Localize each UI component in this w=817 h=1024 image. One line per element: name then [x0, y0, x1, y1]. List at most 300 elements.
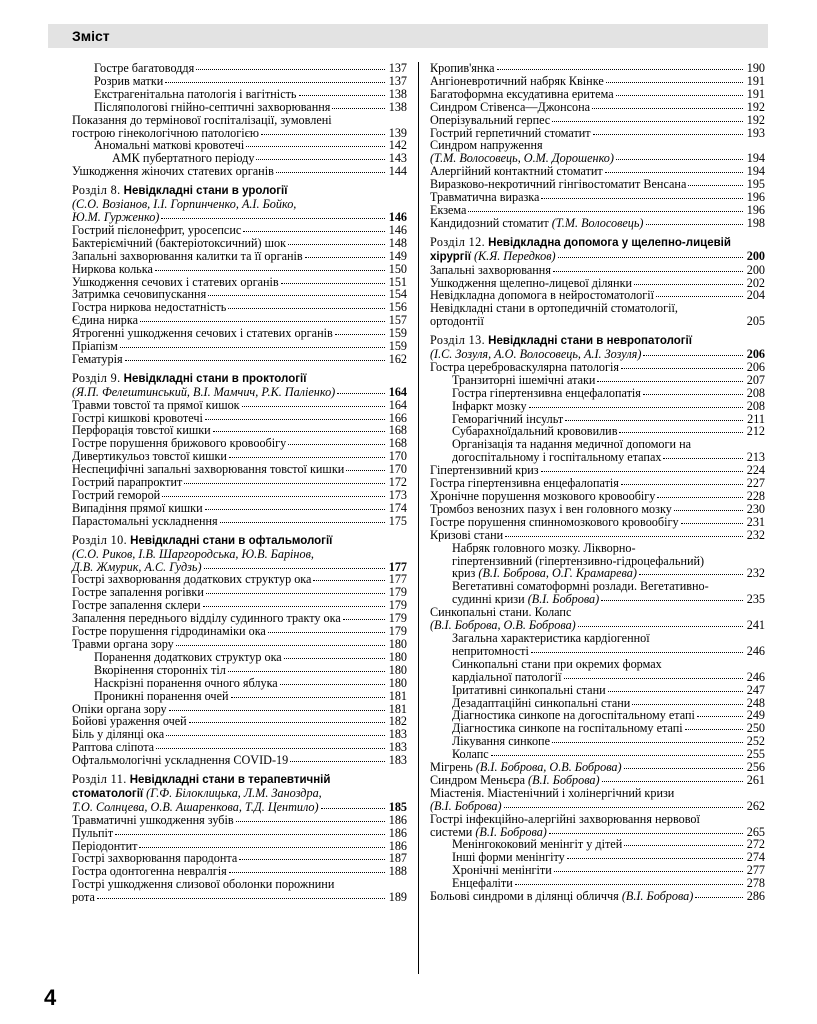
dot-leader: [632, 704, 743, 705]
entry-page: 162: [388, 351, 407, 366]
dot-leader: [229, 872, 385, 873]
entry-page: 200: [746, 262, 765, 277]
toc-entry: кардіальної патології 246: [452, 669, 765, 684]
dot-leader: [697, 716, 743, 717]
dot-leader: [120, 347, 385, 348]
toc-entry: [72, 651, 407, 664]
dot-leader: [343, 619, 385, 620]
entry-page: 277: [746, 863, 765, 878]
dot-leader: [621, 484, 743, 485]
dot-leader: [608, 691, 743, 692]
toc-entry: [72, 327, 407, 340]
dot-leader: [239, 859, 385, 860]
entry-title: Дезадаптаційні синкопальні стани: [452, 695, 631, 710]
entry-page: 138: [388, 86, 407, 101]
dot-leader: [243, 231, 385, 232]
entry-title: Оперізувальний герпес: [430, 112, 551, 127]
column-divider: [418, 62, 419, 974]
dot-leader: [206, 593, 385, 594]
dot-leader: [491, 755, 743, 756]
dot-leader: [205, 509, 385, 510]
entry-page: 191: [746, 86, 765, 101]
entry-page: 186: [388, 825, 407, 840]
entry-page: 274: [746, 850, 765, 865]
entry-title: Бактеріємічний (бактеріотоксичний) шок: [72, 235, 287, 250]
toc-entry: гострою гінекологічною патологією 139: [72, 125, 407, 140]
entry-page: 227: [746, 476, 765, 491]
toc-entry: непритомності 246: [452, 643, 765, 658]
entry-title: Гострий пієлонефрит, уросепсис: [72, 222, 242, 237]
dot-leader: [346, 470, 385, 471]
toc-entry: Невідкладні стани в ортопедичній стоматології,: [430, 301, 678, 316]
entry-title: Кропив'янка: [430, 61, 495, 75]
page-header-title: Зміст: [48, 24, 768, 48]
entry-page: 168: [388, 436, 407, 451]
entry-page: 146: [388, 222, 407, 237]
dot-leader: [567, 858, 743, 859]
dot-leader: [552, 121, 743, 122]
entry-page: 190: [746, 61, 765, 75]
dot-leader: [162, 496, 385, 497]
entry-title: Запалення переднього відділу судинного тракту ока: [72, 611, 341, 626]
dot-leader: [313, 580, 385, 581]
toc-entry: [72, 638, 407, 651]
entry-title: Наскрізні поранення очного яблука: [94, 675, 278, 690]
entry-title: Кризові стани: [430, 527, 504, 542]
dot-leader: [256, 159, 385, 160]
toc-entry: [72, 399, 407, 412]
entry-title: Післяпологові гнійно-септичні захворювання: [94, 99, 331, 114]
entry-page: 224: [746, 463, 765, 478]
entry-title: Гострі захворювання пародонта: [72, 851, 238, 866]
toc-entry: Організація та надання медичної допомоги на: [452, 437, 692, 452]
dot-leader: [184, 483, 385, 484]
toc-entry: ортодонтії 205: [430, 314, 765, 329]
entry-title: Парастомальні ускладнення: [72, 513, 218, 528]
section-8-heading: Розділ 8. Невідкладні стани в урології (С.О. Возіанов, І.І. Горпинченко, А.І. Бойко, Ю.М. Гурженко) 146: [72, 183, 407, 224]
entry-page: 172: [388, 475, 407, 490]
entry-title: Поранення додаткових структур ока: [94, 649, 282, 664]
entry-page: 159: [388, 339, 407, 354]
dot-leader: [621, 368, 743, 369]
dot-leader: [552, 742, 743, 743]
toc-entry: [430, 400, 765, 413]
toc-entry: [72, 677, 407, 690]
toc-entry: Синдром Меньєра (В.І. Боброва) 261: [430, 772, 765, 787]
toc-entry: (В.І. Боброва) 262: [430, 798, 765, 813]
entry-page: 250: [746, 721, 765, 736]
entry-page: 159: [388, 326, 407, 341]
entry-page: 164: [388, 397, 407, 412]
entry-page: 196: [746, 202, 765, 217]
dot-leader: [299, 95, 386, 96]
entry-title: Випадіння прямої кишки: [72, 500, 203, 515]
page-number: 4: [44, 985, 57, 1010]
section-11-heading: Розділ 11. Невідкладні стани в терапевтичній стоматології (Г.Ф. Білоклицька, Л.М. Занoздра, Т.О. Солнцева, О.В. Ашаренкова, Т.Д. Центило) 185: [72, 772, 407, 814]
dot-leader: [231, 697, 386, 698]
toc-entry: [430, 529, 765, 542]
entry-title: Колапс: [452, 747, 489, 762]
entry-title: Лікування синкопе: [452, 734, 550, 749]
entry-page: 177: [388, 572, 407, 587]
toc-entry: [72, 754, 407, 767]
dot-leader: [305, 257, 385, 258]
entry-title: Іритативні синкопальні стани: [452, 682, 606, 697]
entry-title: Екстрагенітальна патологія і вагітність: [94, 86, 297, 101]
dot-leader: [515, 884, 743, 885]
toc-entry: [430, 191, 765, 204]
entry-title: Гіпертензивний криз: [430, 463, 539, 478]
dot-leader: [593, 134, 743, 135]
dot-leader: [189, 722, 385, 723]
entry-title: Багатоформна ексудативна еритема: [430, 86, 614, 101]
toc-entry: [72, 101, 407, 114]
entry-page: 137: [388, 73, 407, 88]
entry-title: Травми товстої та прямої кишок: [72, 397, 240, 412]
dot-leader: [656, 296, 743, 297]
entry-title: Ушкодження жіночих статевих органів: [72, 164, 274, 179]
dot-leader: [688, 185, 743, 186]
toc-entry: [72, 489, 407, 502]
entry-page: 148: [388, 235, 407, 250]
toc-entry: [430, 684, 765, 697]
dot-leader: [140, 321, 385, 322]
dot-leader: [205, 419, 385, 420]
entry-title: Інфаркт мозку: [452, 398, 527, 413]
toc-entry: Больові синдроми в ділянці обличчя (В.І. Боброва) 286: [430, 889, 765, 904]
toc-entry: [430, 490, 765, 503]
entry-title: Гостре порушення брижового кровообігу: [72, 436, 287, 451]
toc-entry: [72, 353, 407, 366]
entry-page: 179: [388, 585, 407, 600]
entry-page: 187: [388, 851, 407, 866]
section-13-heading: Розділ 13. Невідкладні стани в невропатології (І.С. Зозуля, А.О. Волосовець, А.І. Зозуля) 206: [430, 333, 765, 362]
entry-page: 170: [388, 449, 407, 464]
toc-entry: [72, 827, 407, 840]
section-10-heading: Розділ 10. Невідкладні стани в офтальмології (С.О. Риков, І.В. Шаргородська, Ю.В. Барінов, Д.В. Жмурик, А.С. Гудзь) 177: [72, 532, 407, 574]
entry-page: 230: [746, 501, 765, 516]
entry-title: Пульпіт: [72, 825, 114, 840]
entry-title: Хронічні менінгіти: [452, 863, 552, 878]
entry-title: Гострі кишкові кровотечі: [72, 410, 203, 425]
entry-title: Біль у ділянці ока: [72, 727, 165, 742]
dot-leader: [208, 295, 385, 296]
toc-entry: [72, 263, 407, 276]
toc-entry: Мігрень (В.І. Боброва, О.В. Боброва) 256: [430, 760, 765, 775]
entry-page: 180: [388, 649, 407, 664]
entry-title: Гострий парапроктит: [72, 475, 183, 490]
toc-entry: [430, 374, 765, 387]
entry-page: 202: [746, 275, 765, 290]
toc-entry: [72, 340, 407, 353]
toc-entry: судинні кризи (В.І. Боброва) 235: [452, 592, 765, 607]
entry-title: Діагностика синкопе на госпітальному етапі: [452, 721, 683, 736]
entry-page: 179: [388, 598, 407, 613]
toc-entry: [72, 502, 407, 515]
entry-page: 180: [388, 675, 407, 690]
dot-leader: [115, 834, 385, 835]
entry-title: Алергійний контактний стоматит: [430, 164, 603, 179]
dot-leader: [169, 710, 385, 711]
dot-leader: [541, 198, 743, 199]
entry-title: Гостре багатоводдя: [94, 61, 195, 75]
entry-page: 204: [746, 288, 765, 303]
entry-page: 150: [388, 261, 407, 276]
entry-title: Менінгококовий менінгіт у дітей: [452, 837, 623, 852]
entry-page: 179: [388, 611, 407, 626]
dot-leader: [624, 845, 743, 846]
entry-page: 157: [388, 313, 407, 328]
dot-leader: [229, 457, 385, 458]
entry-page: 186: [388, 812, 407, 827]
dot-leader: [228, 671, 385, 672]
entry-page: 173: [388, 488, 407, 502]
entry-title: Екзема: [430, 202, 467, 217]
dot-leader: [674, 510, 743, 511]
entry-page: 192: [746, 112, 765, 127]
entry-title: Офтальмологічні ускладнення COVID-19: [72, 753, 289, 768]
entry-title: Геморагічний інсульт: [452, 411, 564, 426]
toc-entry: [430, 264, 765, 277]
toc-entry: [72, 237, 407, 250]
dot-leader: [268, 632, 385, 633]
section-12-heading: Розділ 12. Невідкладна допомога у щелепно-лицевій хірургії (К.Я. Передков) 200: [430, 234, 765, 263]
entry-title: Синдром Стівенса—Джонсона: [430, 99, 591, 114]
dot-leader: [597, 381, 743, 382]
entry-page: 179: [388, 624, 407, 639]
dot-leader: [634, 284, 743, 285]
entry-title: Гостре порушення спинномозкового кровообігу: [430, 514, 679, 529]
entry-page: 181: [388, 688, 407, 703]
toc-entry: [72, 224, 407, 237]
entry-page: 151: [388, 274, 407, 289]
toc-entry: [72, 814, 407, 827]
entry-title: Гематурія: [72, 351, 123, 366]
toc-entry: рота 189: [72, 890, 407, 905]
dot-leader: [280, 684, 385, 685]
entry-title: Гостра гіпертензивна енцефалопатія: [452, 385, 641, 400]
entry-title: Перфорація товстої кишки: [72, 423, 211, 438]
entry-title: Періодонтит: [72, 838, 138, 853]
entry-title: Проникні поранення очей: [94, 688, 229, 703]
dot-leader: [619, 432, 743, 433]
toc-entry: Гострі ушкодження слизової оболонки порожнини: [72, 877, 335, 892]
toc-entry: [72, 88, 407, 101]
entry-page: 211: [747, 411, 765, 426]
entry-page: 212: [746, 424, 765, 439]
dot-leader: [220, 522, 385, 523]
entry-page: 207: [746, 372, 765, 387]
toc-entry: [72, 75, 407, 88]
entry-title: Субарахноїдальний крововилив: [452, 424, 618, 439]
entry-title: Гостра ниркова недостатність: [72, 300, 227, 315]
entry-title: Дивертикульоз товстої кишки: [72, 449, 227, 464]
toc-entry: Вегетативні соматоформні розлади. Вегетативно-: [452, 579, 709, 594]
dot-leader: [281, 283, 385, 284]
dot-leader: [553, 271, 743, 272]
dot-leader: [228, 308, 385, 309]
entry-title: Транзиторні ішемічні атаки: [452, 372, 596, 387]
entry-page: 168: [388, 423, 407, 438]
entry-title: Гостра одонтогенна невралгія: [72, 864, 227, 879]
dot-leader: [541, 471, 743, 472]
entry-page: 170: [388, 462, 407, 477]
toc-entry: Синкопальні стани при окремих формах: [452, 656, 662, 671]
entry-page: 182: [388, 714, 407, 729]
entry-page: 149: [388, 248, 407, 263]
entry-title: Інші форми менінгіту: [452, 850, 565, 865]
entry-title: Затримка сечовипускання: [72, 287, 207, 302]
dot-leader: [284, 658, 385, 659]
entry-page: 195: [746, 177, 765, 192]
toc-entry: криз (В.І. Боброва, О.Г. Крамарева) 232: [452, 566, 765, 581]
toc-entry: [72, 62, 407, 75]
entry-page: 183: [388, 753, 407, 768]
entry-page: 142: [388, 138, 407, 153]
entry-title: Невідкладна допомога в нейростоматології: [430, 288, 655, 303]
entry-title: Запальні захворювання калитки та її органів: [72, 248, 303, 263]
toc-entry: Загальна характеристика кардіогенної: [452, 630, 650, 645]
toc-entry: [430, 75, 765, 88]
entry-title: Раптова сліпота: [72, 740, 155, 755]
dot-leader: [554, 871, 743, 872]
toc-entry: [430, 503, 765, 516]
dot-leader: [196, 69, 385, 70]
entry-title: Травми органа зору: [72, 636, 174, 651]
entry-title: Гострий герпетичний стоматит: [430, 125, 591, 140]
toc-entry: Показання до термінової госпіталізації, зумовлені: [72, 112, 332, 127]
dot-leader: [242, 406, 385, 407]
entry-title: Травматичні ушкодження зубів: [72, 812, 234, 827]
entry-title: Аномальні маткові кровотечі: [94, 138, 245, 153]
dot-leader: [288, 244, 385, 245]
entry-title: Діагностика синкопе на догоспітальному етапі: [452, 708, 695, 723]
entry-title: Хронічне порушення мозкового кровообігу: [430, 489, 656, 503]
entry-page: 255: [746, 747, 765, 762]
toc-entry: Синкопальні стани. Колапс: [430, 605, 572, 620]
entry-title: Пріапізм: [72, 339, 118, 354]
entry-page: 180: [388, 636, 407, 651]
dot-leader: [685, 729, 743, 730]
entry-page: 192: [746, 99, 765, 114]
entry-title: Виразково-некротичний гінгівостоматит Венсана: [430, 177, 687, 192]
entry-title: Тромбоз венозних пазух і вен головного мозку: [430, 501, 672, 516]
entry-title: Гострий геморой: [72, 488, 161, 502]
entry-page: 232: [746, 527, 765, 542]
dot-leader: [497, 69, 743, 70]
dot-leader: [276, 172, 385, 173]
entry-title: Запальні захворювання: [430, 262, 551, 277]
entry-page: 248: [746, 695, 765, 710]
dot-leader: [213, 431, 385, 432]
toc-entry: Синдром напруження: [430, 138, 543, 153]
dot-leader: [203, 606, 385, 607]
dot-leader: [657, 497, 743, 498]
dot-leader: [605, 172, 743, 173]
entry-title: Гостра цереброваскулярна патологія: [430, 359, 619, 374]
toc-entry: [430, 101, 765, 114]
entry-page: 252: [746, 734, 765, 749]
entry-page: 208: [746, 385, 765, 400]
toc-entry: [72, 165, 407, 178]
entry-page: 228: [746, 489, 765, 503]
dot-leader: [246, 146, 385, 147]
dot-leader: [290, 761, 385, 762]
entry-title: Вкорінення сторонніх тіл: [94, 662, 226, 677]
entry-page: 208: [746, 398, 765, 413]
dot-leader: [176, 645, 385, 646]
entry-page: 194: [746, 164, 765, 179]
toc-left-column: [72, 62, 407, 904]
dot-leader: [468, 211, 743, 212]
entry-page: 156: [388, 300, 407, 315]
entry-page: 137: [388, 61, 407, 75]
entry-page: 231: [746, 514, 765, 529]
entry-title: Ушкодження щелепно-лицевої ділянки: [430, 275, 633, 290]
entry-title: Травматична виразка: [430, 190, 540, 205]
toc-right-column: [430, 62, 765, 903]
toc-entry: [430, 516, 765, 529]
entry-title: Ангіоневротичний набряк Квінке: [430, 73, 604, 88]
entry-title: Ниркова колька: [72, 261, 153, 276]
toc-entry: [72, 250, 407, 263]
entry-page: 144: [388, 164, 407, 179]
entry-page: 180: [388, 662, 407, 677]
entry-title: Ушкодження сечових і статевих органів: [72, 274, 279, 289]
toc-entry: (В.І. Боброва, О.В. Боброва) 241: [430, 618, 765, 633]
dot-leader: [139, 847, 385, 848]
toc-entry: системи (В.І. Боброва) 265: [430, 824, 765, 839]
toc-entry: Міастенія. Міастенічний і холінергічний кризи: [430, 785, 675, 800]
entry-title: Гостре порушення гідродинаміки ока: [72, 624, 266, 639]
entry-title: Ятрогенні ушкодження сечових і статевих органів: [72, 326, 333, 341]
entry-title: Енцефаліти: [452, 876, 513, 891]
dot-leader: [125, 360, 385, 361]
dot-leader: [236, 821, 385, 822]
toc-entry: гіпертензивний (гіпертензивно-гідроцефальний): [452, 553, 705, 568]
entry-page: 188: [388, 864, 407, 879]
entry-title: Гостре запалення склери: [72, 598, 201, 613]
toc-entry: Набряк головного мозку. Лікворно-: [452, 540, 636, 555]
toc-entry: Гострі інфекційно-алергійні захворювання нервової: [430, 811, 700, 826]
entry-page: 166: [388, 410, 407, 425]
entry-page: 278: [746, 876, 765, 891]
entry-title: Неспецифічні запальні захворювання товстої кишки: [72, 462, 345, 477]
dot-leader: [643, 394, 743, 395]
section-9-heading: Розділ 9. Невідкладні стани в проктології (Я.П. Фелештинський, В.І. Мамчич, Р.К. Паліенко) 164: [72, 370, 407, 399]
entry-title: Опіки органа зору: [72, 701, 167, 716]
dot-leader: [156, 748, 385, 749]
dot-leader: [565, 420, 743, 421]
toc-entry: (Т.М. Волосовець, О.М. Дорошенко) 194: [430, 151, 765, 166]
dot-leader: [335, 334, 385, 335]
entry-page: 186: [388, 838, 407, 853]
toc-entry: [72, 664, 407, 677]
toc-entry: [72, 690, 407, 703]
toc-entry: [430, 114, 765, 127]
dot-leader: [332, 108, 385, 109]
dot-leader: [592, 108, 743, 109]
toc-entry: [430, 387, 765, 400]
entry-page: 191: [746, 73, 765, 88]
dot-leader: [165, 82, 385, 83]
entry-page: 206: [746, 359, 765, 374]
dot-leader: [166, 735, 385, 736]
entry-page: 183: [388, 740, 407, 755]
dot-leader: [505, 536, 743, 537]
entry-page: 249: [746, 708, 765, 723]
entry-page: 193: [746, 125, 765, 140]
